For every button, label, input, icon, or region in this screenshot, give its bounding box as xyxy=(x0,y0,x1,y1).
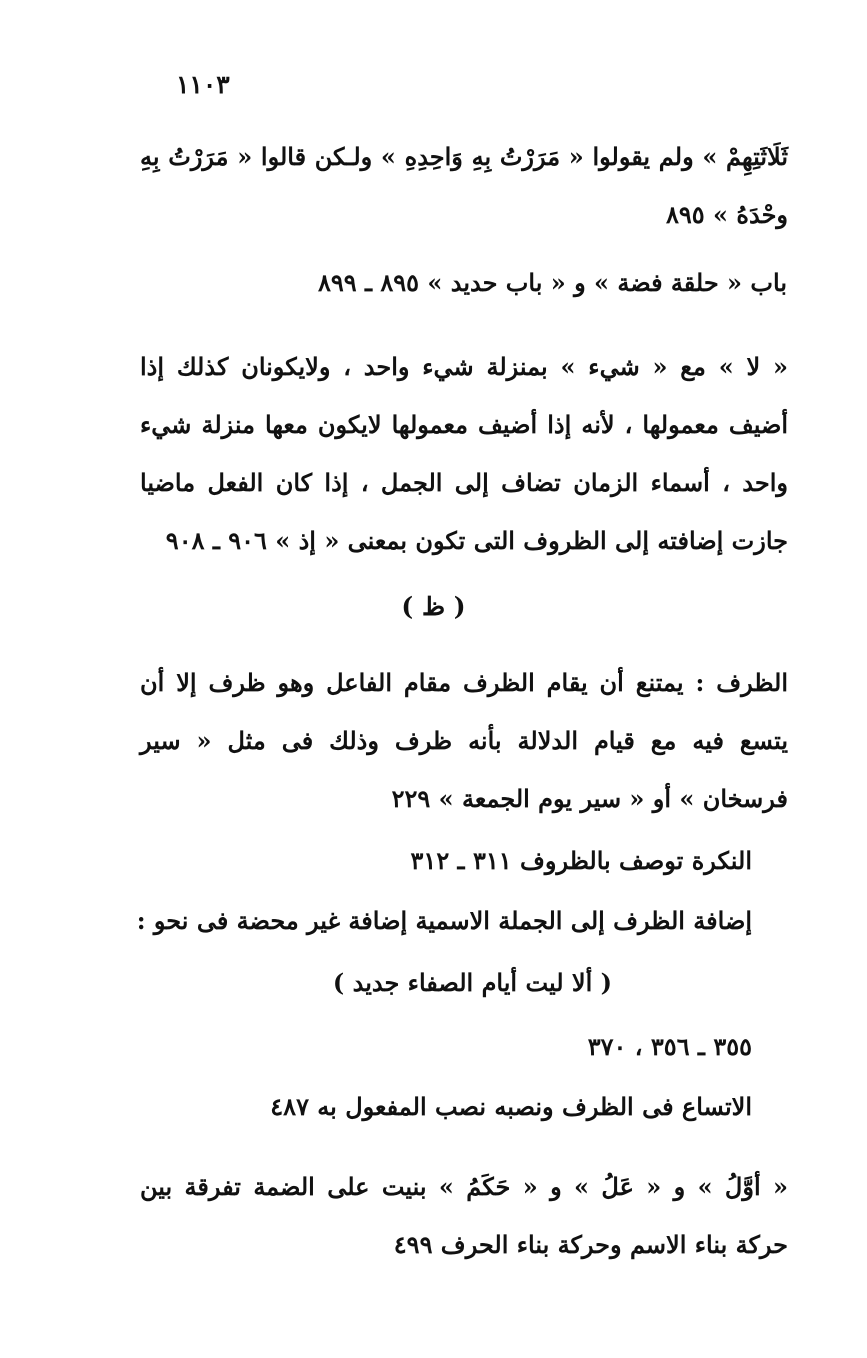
index-entry-idafat-zarf: إضافة الظرف إلى الجملة الاسمية إضافة غير محضة فى نحو : xyxy=(136,906,752,935)
index-entry-ittisa: الاتساع فى الظرف ونصبه نصب المفعول به ٤٨٧ xyxy=(270,1092,752,1121)
section-heading-zha: ( ظ ) xyxy=(401,592,466,621)
index-entry-thalathatihim: ثَلَاثَتِهِمْ » ولم يقولوا « مَرَرْتُ بِهِ وَاحِدِهِ » ولـكن قالوا « مَرَرْتُ بِهِ وحْدَهُ » ٨٩٥ xyxy=(140,142,788,229)
verse-quote: ( ألا ليت أيام الصفاء جديد ) xyxy=(332,968,612,997)
index-entry-awwal-al: « أوَّلُ » و « عَلُ » و « حَكَمُ » بنيت على الضمة تفرقة بين حركة بناء الاسم وحركة بناء الحرف ٤٩٩ xyxy=(140,1172,788,1259)
index-entry-nakira: النكرة توصف بالظروف ٣١١ ـ ٣١٢ xyxy=(410,846,752,875)
index-entry-zarf: الظرف : يمتنع أن يقام الظرف مقام الفاعل وهو ظرف إلا أن يتسع فيه مع قيام الدلالة بأنه ظرف وذلك فى مثل « سير فرسخان » أو « سير يوم الجمعة » ٢٢٩ xyxy=(140,668,788,813)
index-entry-bab-halqa: باب « حلقة فضة » و « باب حديد » ٨٩٥ ـ ٨٩٩ xyxy=(317,268,787,297)
page-number: ١١٠٣ xyxy=(176,70,230,99)
index-entry-la-ma-shay: « لا » مع « شيء » بمنزلة شيء واحد ، ولايكونان كذلك إذا أضيف معمولها ، لأنه إذا أضيف معمولها لايكون معها منزلة شيء واحد ، أسماء الزمان تضاف إلى الجمل ، إذا كان الفعل ماضيا جازت إضافته إلى الظروف التى تكون بمعنى « إذ » ٩٠٦ ـ ٩٠٨ xyxy=(140,352,789,555)
page-references: ٣٥٥ ـ ٣٥٦ ، ٣٧٠ xyxy=(587,1032,752,1061)
